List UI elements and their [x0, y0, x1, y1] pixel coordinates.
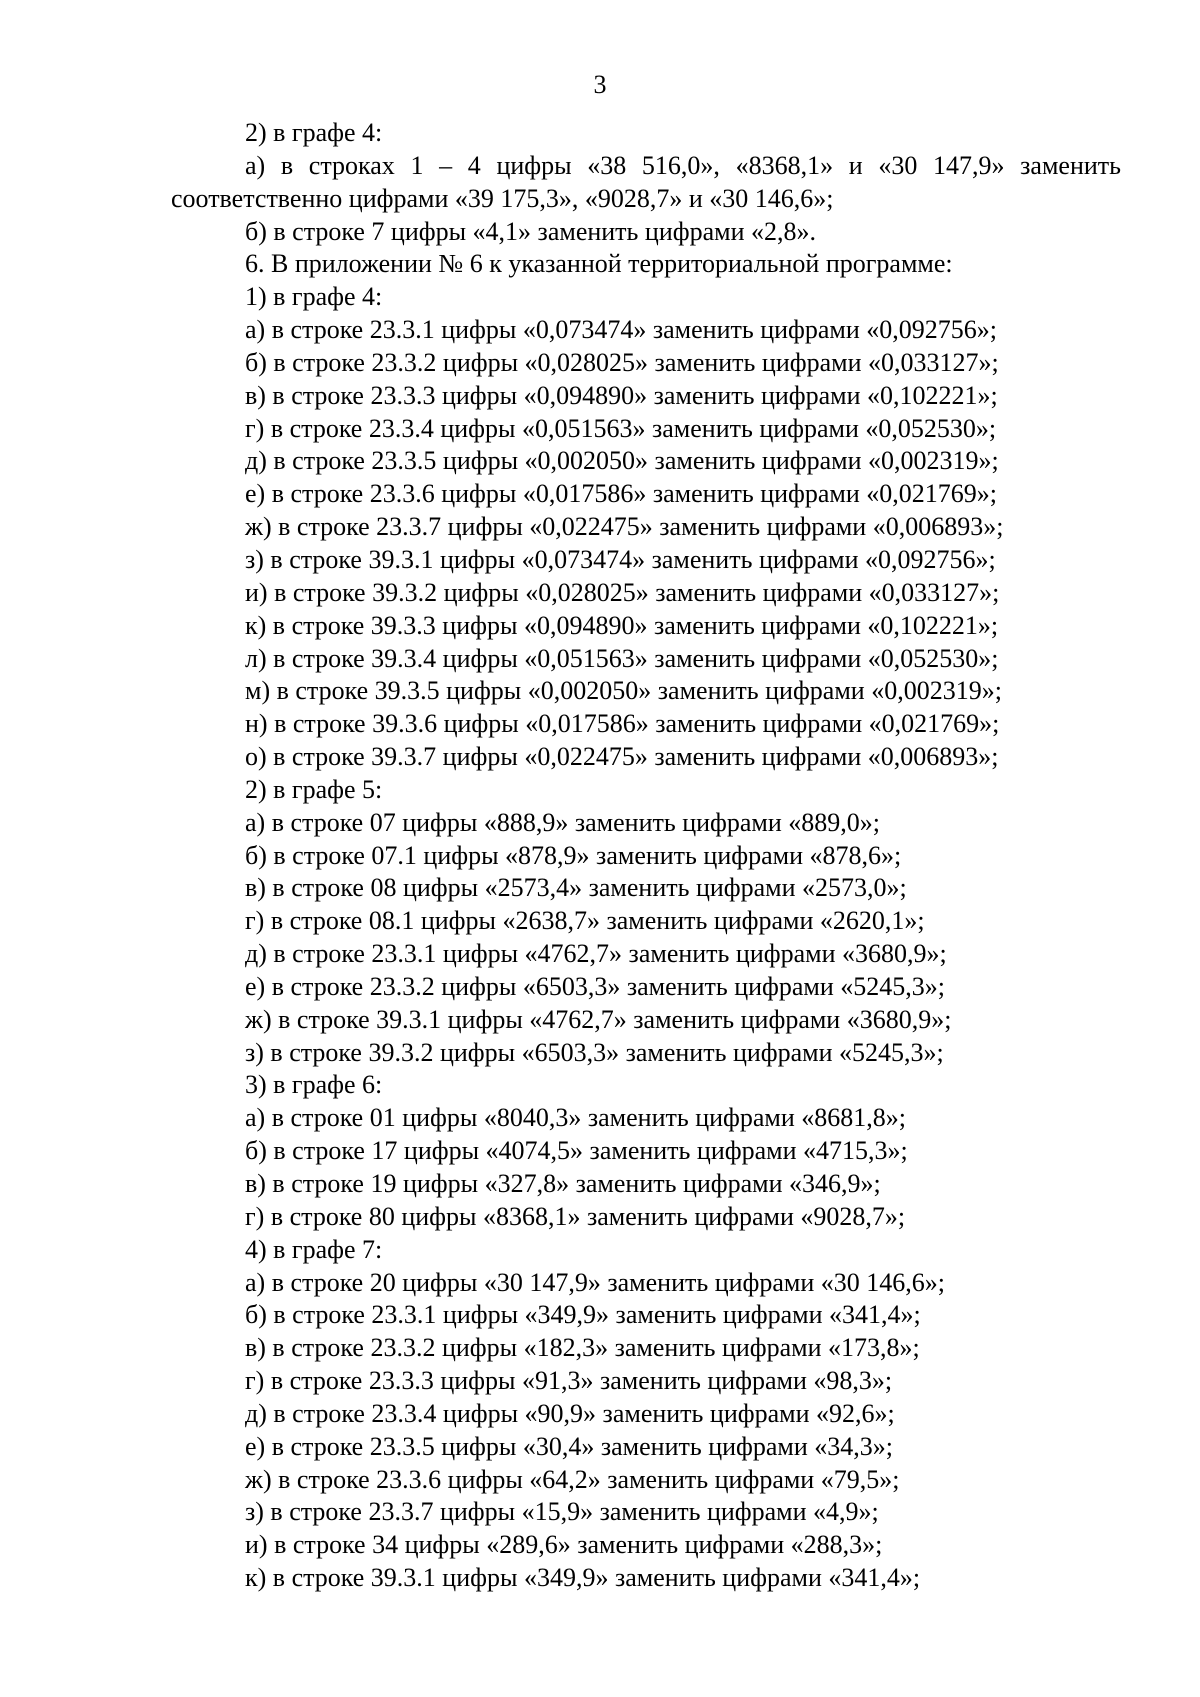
text-line: к) в строке 39.3.3 цифры «0,094890» заменить цифрами «0,102221»; — [245, 610, 999, 640]
text-line: д) в строке 23.3.5 цифры «0,002050» заменить цифрами «0,002319»; — [245, 446, 999, 476]
text-line: б) в строке 23.3.1 цифры «349,9» заменить цифрами «341,4»; — [245, 1300, 921, 1330]
text-line: е) в строке 23.3.2 цифры «6503,3» заменить цифрами «5245,3»; — [245, 971, 946, 1001]
text-line: и) в строке 34 цифры «289,6» заменить цифрами «288,3»; — [245, 1530, 883, 1560]
text-line: к) в строке 39.3.1 цифры «349,9» заменить цифрами «341,4»; — [245, 1563, 921, 1593]
text-line: б) в строке 23.3.2 цифры «0,028025» заменить цифрами «0,033127»; — [245, 347, 999, 377]
text-line: г) в строке 23.3.4 цифры «0,051563» заменить цифрами «0,052530»; — [245, 413, 997, 443]
text-line: 2) в графе 5: — [245, 774, 383, 804]
text-line: г) в строке 80 цифры «8368,1» заменить цифрами «9028,7»; — [245, 1201, 906, 1231]
text-line: соответственно цифрами «39 175,3», «9028,7» и «30 146,6»; — [171, 183, 834, 213]
text-line: а) в строке 23.3.1 цифры «0,073474» заменить цифрами «0,092756»; — [245, 315, 998, 345]
text-line: в) в строке 19 цифры «327,8» заменить цифрами «346,9»; — [245, 1169, 881, 1198]
text-line: г) в строке 23.3.3 цифры «91,3» заменить цифрами «98,3»; — [245, 1366, 893, 1396]
text-line: а) в строке 01 цифры «8040,3» заменить цифрами «8681,8»; — [245, 1103, 907, 1133]
text-line: в) в строке 08 цифры «2573,4» заменить цифрами «2573,0»; — [245, 873, 907, 903]
text-line: в) в строке 23.3.2 цифры «182,3» заменить цифрами «173,8»; — [245, 1333, 920, 1363]
text-line: е) в строке 23.3.6 цифры «0,017586» заменить цифрами «0,021769»; — [245, 479, 998, 509]
text-line: е) в строке 23.3.5 цифры «30,4» заменить цифрами «34,3»; — [245, 1431, 894, 1461]
text-line: ж) в строке 23.3.7 цифры «0,022475» заменить цифрами «0,006893»; — [245, 512, 1004, 542]
text-line: б) в строке 7 цифры «4,1» заменить цифрами «2,8». — [245, 216, 816, 246]
text-line: о) в строке 39.3.7 цифры «0,022475» заменить цифрами «0,006893»; — [245, 742, 999, 772]
text-line: з) в строке 39.3.2 цифры «6503,3» заменить цифрами «5245,3»; — [245, 1037, 944, 1067]
text-line: 3) в графе 6: — [245, 1070, 383, 1100]
document-body — [171, 117, 1121, 1595]
text-line: л) в строке 39.3.4 цифры «0,051563» заменить цифрами «0,052530»; — [245, 643, 999, 673]
text-line: г) в строке 08.1 цифры «2638,7» заменить цифрами «2620,1»; — [245, 906, 925, 936]
text-line: б) в строке 17 цифры «4074,5» заменить цифрами «4715,3»; — [245, 1136, 908, 1166]
page-number: 3 — [593, 70, 607, 99]
text-line: а) в строке 07 цифры «888,9» заменить цифрами «889,0»; — [245, 807, 881, 837]
text-line: д) в строке 23.3.1 цифры «4762,7» заменить цифрами «3680,9»; — [245, 939, 947, 969]
text-line: ж) в строке 23.3.6 цифры «64,2» заменить цифрами «79,5»; — [245, 1464, 900, 1494]
text-line: м) в строке 39.3.5 цифры «0,002050» заменить цифрами «0,002319»; — [245, 676, 1002, 706]
text-line: б) в строке 07.1 цифры «878,9» заменить цифрами «878,6»; — [245, 840, 902, 870]
text-line: 1) в графе 4: — [245, 282, 383, 312]
text-line: з) в строке 39.3.1 цифры «0,073474» заменить цифрами «0,092756»; — [245, 544, 996, 574]
text-line: н) в строке 39.3.6 цифры «0,017586» заменить цифрами «0,021769»; — [245, 709, 1000, 739]
text-line: д) в строке 23.3.4 цифры «90,9» заменить цифрами «92,6»; — [245, 1398, 895, 1428]
text-line: а) в строке 20 цифры «30 147,9» заменить цифрами «30 146,6»; — [245, 1267, 946, 1297]
text-line: в) в строке 23.3.3 цифры «0,094890» заменить цифрами «0,102221»; — [245, 380, 998, 410]
text-line: 6. В приложении № 6 к указанной территориальной программе: — [245, 249, 953, 279]
text-line: а) в строках 1 – 4 цифры «38 516,0», «8368,1» и «30 147,9» заменить — [245, 150, 1121, 180]
text-line: з) в строке 23.3.7 цифры «15,9» заменить цифрами «4,9»; — [245, 1497, 879, 1527]
text-line: и) в строке 39.3.2 цифры «0,028025» заменить цифрами «0,033127»; — [245, 577, 1000, 607]
text-line: ж) в строке 39.3.1 цифры «4762,7» заменить цифрами «3680,9»; — [245, 1004, 952, 1034]
text-line: 4) в графе 7: — [245, 1234, 383, 1264]
text-line: 2) в графе 4: — [245, 118, 383, 147]
